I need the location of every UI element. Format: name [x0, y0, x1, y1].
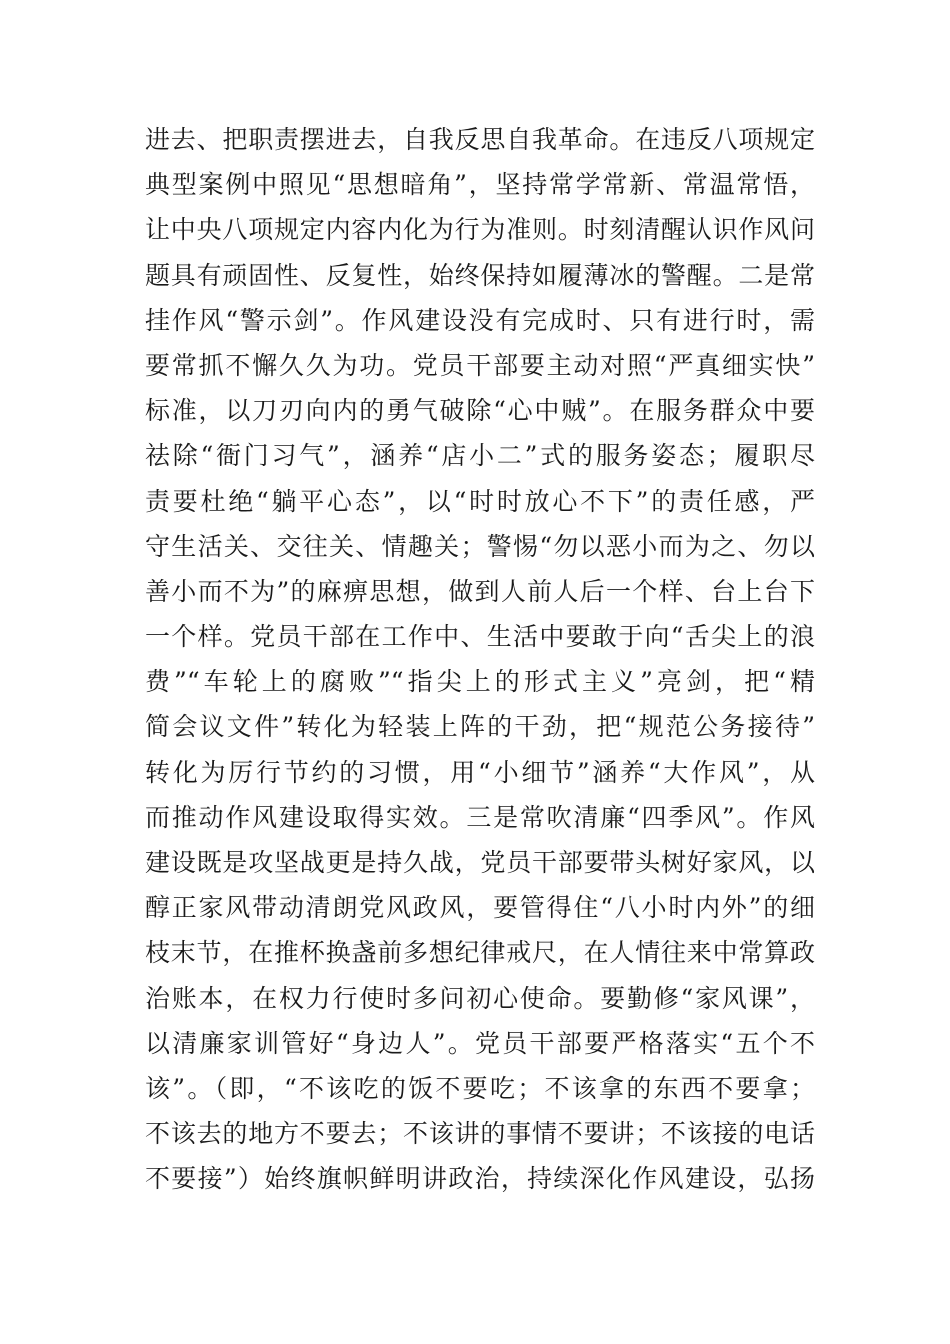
text-line: 该”。（即，“不该吃的饭不要吃；不该拿的东西不要拿；	[145, 1073, 815, 1103]
body-paragraph	[145, 117, 815, 1202]
text-line: 费”“车轮上的腐败”“指尖上的形式主义”亮剑，把“精	[145, 667, 815, 697]
text-line: 不要接”）始终旗帜鲜明讲政治，持续深化作风建设，弘扬	[145, 1164, 815, 1194]
text-line: 标准，以刀刃向内的勇气破除“心中贼”。在服务群众中要	[145, 396, 815, 426]
text-line: 建设既是攻坚战更是持久战，党员干部要带头树好家风，以	[145, 848, 815, 877]
text-line: 题具有顽固性、反复性，始终保持如履薄冰的警醒。二是常	[145, 260, 815, 290]
text-line: 枝末节，在推杯换盏前多想纪律戒尺，在人情往来中常算政	[145, 938, 815, 968]
text-line: 简会议文件”转化为轻装上阵的干劲，把“规范公务接待”	[145, 712, 815, 742]
text-line: 进去、把职责摆进去，自我反思自我革命。在违反八项规定	[145, 125, 815, 154]
text-line: 不该去的地方不要去；不该讲的事情不要讲；不该接的电话	[145, 1119, 815, 1149]
text-line: 善小而不为”的麻痹思想，做到人前人后一个样、台上台下	[145, 576, 815, 606]
text-line: 让中央八项规定内容内化为行为准则。时刻清醒认识作风问	[145, 215, 815, 245]
text-line: 典型案例中照见“思想暗角”，坚持常学常新、常温常悟，	[145, 170, 815, 200]
text-line: 醇正家风带动清朗党风政风，要管得住“八小时内外”的细	[145, 893, 815, 923]
text-line: 挂作风“警示剑”。作风建设没有完成时、只有进行时，需	[145, 305, 815, 335]
text-line: 治账本，在权力行使时多问初心使命。要勤修“家风课”，	[145, 983, 815, 1013]
text-line: 一个样。党员干部在工作中、生活中要敢于向“舌尖上的浪	[145, 622, 815, 652]
text-line: 责要杜绝“躺平心态”，以“时时放心不下”的责任感，严	[145, 486, 815, 516]
text-line: 祛除“衙门习气”，涵养“店小二”式的服务姿态；履职尽	[145, 441, 815, 471]
text-line: 转化为厉行节约的习惯，用“小细节”涵养“大作风”，从	[145, 757, 815, 787]
text-line: 要常抓不懈久久为功。党员干部要主动对照“严真细实快”	[145, 350, 815, 380]
text-line: 守生活关、交往关、情趣关；警惕“勿以恶小而为之、勿以	[145, 531, 815, 561]
text-line: 以清廉家训管好“身边人”。党员干部要严格落实“五个不	[145, 1028, 815, 1058]
text-line: 而推动作风建设取得实效。三是常吹清廉“四季风”。作风	[145, 802, 815, 832]
